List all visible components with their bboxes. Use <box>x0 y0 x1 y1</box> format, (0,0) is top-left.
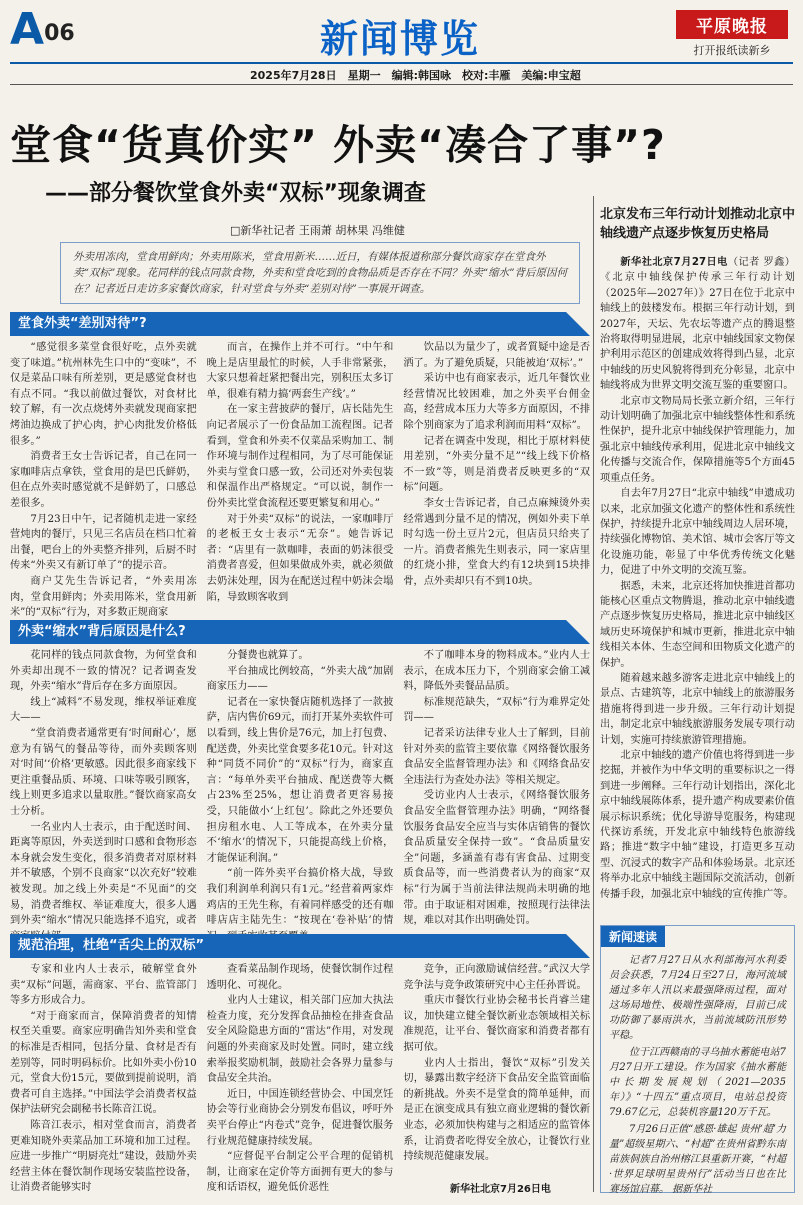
newspaper-logo <box>676 10 788 58</box>
article-paragraph: 一名业内人士表示，由于配送时间、距离等原因，外卖送到时口感和食物形态本身就会发生变化，很多消费者对原材料并不敏感，个别不良商家“以次充好”较难被发现。加之线上外卖是“不见面”的交易，消费者维权、举证难度大，很多人遇到外卖“缩水”情况只能选择不追究，或者 <box>10 821 197 927</box>
article-paragraph: 采访中也有商家表示，近几年餐饮业经营情况比较困难，加之外卖平台佣金高，经营成本压力大等多方面原因，不排除个别商家为了追求利润而用料“双标”。 <box>403 373 591 431</box>
article-paragraph: 7月23日中午，记者随机走进一家经营炖肉的餐厅，只见三名店员在档口忙着出餐，吧台上的外卖整齐排列，后厨不时传来“外卖又有新订单了”的提示音。 <box>10 513 197 572</box>
article-paragraph: 陈音江表示，相对堂食而言，消费者更难知晓外卖菜品加工环境和加工过程。应进一步推广“明厨亮灶”建设，鼓励外卖经营主体在餐饮制作现场安装监控设备，让消费者能够实时 <box>10 1119 197 1194</box>
article-dateline: 新华社北京7月26日电 <box>450 1184 551 1195</box>
article-paragraph: 业内人士指出，餐饮“双标”引发关切，暴露出数字经济下食品安全监管面临的新挑战。外卖不是堂食的简单延伸，而是正在演变成具有独立商业逻辑的餐饮新业态，必须加快构建与之相适应的监管体系，让消费者吃得安全放心，让餐饮行业持续规范健康发展。 <box>403 1057 591 1163</box>
side-story-reporter: （记者 罗鑫） <box>727 257 795 268</box>
section-1-col-3 <box>403 340 590 622</box>
article-paragraph: 近日，中国连锁经营协会、中国烹饪协会等行业商协会分别发布倡议，呼吁外卖平台停止“内卷式”竞争，促进餐饮服务行业规范健康持续发展。 <box>206 1088 394 1147</box>
article-intro: 外卖用冻肉，堂食用鲜肉；外卖用陈米，堂食用新米……近日，有媒体报道称部分餐饮商家存在堂食外卖“双标”现象。花同样的钱点同款食物，外卖和堂食吃到的食物品质是否存在不同？外卖“缩水”背后原因何在？记者近日走访多家餐饮商家，针对堂食与外卖“差别对待”一事展开调查。 <box>60 242 580 304</box>
article-paragraph: “前一阵外卖平台搞价格大战，导致我们利润单利润只有1元。”经营着两家炸鸡店的王先生称，有着同样感受的还有咖啡店店主陆先生：“按现在‘卷补贴’的情 <box>206 868 394 927</box>
header-divider-bottom <box>10 84 793 85</box>
page-number: A06 <box>10 4 75 55</box>
article-byline: □新华社记者 王雨萧 胡林果 冯维健 <box>230 224 405 237</box>
logo-name: 平原晚报 <box>676 10 788 39</box>
section-1-col-2 <box>207 340 394 622</box>
article-paragraph: 线上“减料”不易发现，维权举证难度大—— <box>10 696 197 724</box>
section-2-col-2 <box>207 648 394 928</box>
article-paragraph: “堂食消费者通常更有‘时间耐心’，愿意为有锅气的餐品等待，而外卖顾客则对‘时间’‘价格’更敏感。因此很多商家线下更注重餐品质、环境、口味等吸引顾客，线上则更多追求以量取胜。”餐饮商家高女士分析。 <box>10 727 197 817</box>
article-paragraph: 李女士告诉记者，自己点麻辣烫外卖经常遇到分量不足的情况，例如外卖下单时勾选一份土豆片2元，但店员只给夹了一片。消费者熊先生则表示，同一家店里的红烧小排，堂食大约有12块到15块排骨，点外卖却只有不到10块。 <box>403 497 591 587</box>
side-story <box>600 205 795 902</box>
news-brief-box <box>600 925 795 1193</box>
article-paragraph: 不了咖啡本身的物料成本。”业内人士表示，在成本压力下，个别商家会偷工减料，降低外卖餐品品质。 <box>403 650 591 693</box>
article-subhead: ——部分餐饮堂食外卖“双标”现象调查 <box>45 181 426 206</box>
article-paragraph: “应督促平台制定公平合理的促销机制，让商家在定价等方面拥有更大的参与度和话语权，避免低价恶性 <box>206 1151 394 1194</box>
article-paragraph: 记者在一家快餐店随机选择了一款披萨，店内售价69元，而打开某外卖软件可以看到，线上售价是76元，加上打包费、配送费，外卖比堂食要多花10元。针对这种“同货不同价”的“双标”行为，商家直言：“每单外卖平台抽成、配送费等大概占23%至25%，想让消费者更容易接受，只能做小‘上红包’。除此之外还要负担房租水电、人工等成本，在外卖分量不‘缩水’的情况下，只能提高线上价格，才能保证利润。” <box>206 696 394 864</box>
side-story-para: 《北京中轴线保护传承三年行动计划（2025年—2027年）》27日在位于北京中轴线上的鼓楼发布。根据三年行动计划，到2027年，天坛、先农坛等遗产点的腾退整治将取得明显进展，北京中轴线国家文物保护利用示范区的创建成效将得到凸显，北京中轴线的历史风貌将得到充分彰显，北京中轴线将成为世界文明交流互鉴的重要窗口。 <box>600 272 795 392</box>
article-paragraph: 重庆市餐饮行业协会秘书长肖睿兰建议，加快建立健全餐饮新业态领域相关标准规范，让平台、餐饮商家和消费者都有据可依。 <box>403 995 591 1053</box>
logo-slogan: 打开报纸读新乡 <box>693 44 771 57</box>
article-paragraph: “感觉很多菜堂食很好吃，点外卖就变了味道。”杭州林先生口中的“变味”，不仅是菜品口味有所差别，更是感觉食材也有点不同。“我以前做过餐饮，对食材比较了解，有一次点烧烤外卖就发现商家把烤油边换成了护心肉，护心肉批发价格低很多。” <box>10 342 197 447</box>
section-3-col-3 <box>403 962 590 1178</box>
article-headline: 堂食“货真价实” 外卖“凑合了事”? <box>10 121 666 169</box>
section-1-col-1 <box>10 340 197 622</box>
article-paragraph: 业内人士建议，相关部门应加大执法检查力度，充分发挥食品抽检在排查食品安全风险隐患方面的“雷达”作用，对发现问题的外卖商家及时处置。同时，建立线索举报奖励机制，鼓励社会各界力量参与食品安全共治。 <box>206 995 394 1085</box>
side-story-para: 随着越来越多游客走进北京中轴线上的景点、古建筑等，北京中轴线上的旅游服务措施将得到进一步升级。三年行动计划提出，制定北京中轴线旅游服务发展专项行动计划，实施可持续旅游管理措施。 <box>600 672 795 746</box>
article-paragraph: 商户艾先生告诉记者，“外卖用冻肉，堂食用鲜肉；外卖用陈米，堂食用新米”的“双标”行为，对多数正规商家 <box>10 575 197 619</box>
section-2-columns <box>10 648 590 928</box>
news-brief-tab: 新闻速读 <box>601 926 665 947</box>
article-paragraph: 消费者王女士告诉记者，自己在同一家咖啡店点拿铁，堂食用的是巴氏鲜奶，但在点外卖时感觉就不是鲜奶了，口感总差很多。 <box>10 451 197 509</box>
brief-item: 记者7月27日从水利部海河水利委员会获悉，7月24日至27日，海河流域通过多年人汛以来最强降雨过程，面对这场局地性、极端性强降雨，目前已成功防御了暴雨洪水，当前流域防汛形势平稳。 <box>609 955 786 1041</box>
brief-item: 7月26日正值“感恩·雄起 贵州‘超’力量”超级星期六、“村超”在贵州省黔东南苗族侗族自治州榕江县重新开赛，“村超·世界足球明星贵州行”活动当日也在比赛场馆启幕。 据新华社 <box>609 1124 786 1195</box>
article-paragraph: 花同样的钱点同款食物，为何堂食和外卖却出现不一致的情况？记者调查发现，外卖“缩水”背后存在多方面原因。 <box>10 650 197 693</box>
article-paragraph: 在一家主营披萨的餐厅，店长陆先生向记者展示了一份食品加工流程图。记者看到，堂食和外卖不仅菜品采购加工、制作环境与制作过程相同，为了尽可能保证外卖与堂食口感一致，公司还对外卖包装和保温作出严格规定。“可以说，制作一份外卖比堂食流程还要更繁复和用心。” <box>206 404 394 509</box>
article-paragraph: 标准规范缺失，“双标”行为难界定处罚—— <box>403 696 591 724</box>
side-story-body <box>600 255 795 902</box>
side-story-para: 北京中轴线的遗产价值也将得到进一步挖掘，并被作为中华文明的重要标识之一得到进一步阐释。三年行动计划指出，深化北京中轴线展陈体系，提升遗产构成要素价值展示标识系统；优化导游导览服务，构建现代探访系统，开发北京中轴线特色旅游线路；推进“数字中轴”建设，打造更多互动型、沉浸式的数字产品和体验场景。北京还将举办北京中轴线主题国际交流活动，创新传播手段，加强北京中轴线的宣传推广等。 <box>600 750 795 900</box>
section-title: 新闻博览 <box>319 17 480 61</box>
article-paragraph: 记者在调查中发现，相比于原材料使用差别，“外卖分量不足”“线上线下价格不一致”等，则是消费者反映更多的“双标”问题。 <box>403 435 591 494</box>
column-divider <box>593 196 594 1192</box>
issue-meta: 2025年7月28日 星期一 编辑:韩国咏 校对:丰雁 美编:申宝超 <box>250 69 581 82</box>
side-story-para: 北京市文物局局长张立新介绍，三年行动计划明确了加强北京中轴线整体性和系统性保护，提升北京中轴线保护管理能力，加强北京中轴线传承利用，促进北京中轴线文化传播与交流合作，保障措施等5个方面45项重点任务。 <box>600 395 795 484</box>
article-paragraph: 记者采访法律专业人士了解到，目前针对外卖的监管主要依靠《网络餐饮服务食品安全监督管理办法》和《网络食品安全违法行为查处办法》等相关规定。 <box>403 727 591 786</box>
side-story-title: 北京发布三年行动计划推动北京中轴线遗产点逐步恢复历史格局 <box>600 207 796 241</box>
article-paragraph: 查看菜品制作现场，使餐饮制作过程透明化、可视化。 <box>206 964 394 991</box>
article-paragraph: 竞争，正向激励诚信经营。”武汉大学竞争法与竞争政策研究中心主任孙晋说。 <box>403 964 591 991</box>
section-2-col-1 <box>10 648 197 928</box>
section-2-col-3 <box>403 648 590 928</box>
side-story-para: 据悉，未来，北京还将加快推进首都功能核心区重点文物腾退，推动北京中轴线遗产点逐步恢复历史格局，推进北京中轴线区域历史环境保护和城市更新，推进北京中轴线相关本体、生态空间和田物质文化遗产的保护。 <box>600 580 795 669</box>
section-1-columns <box>10 340 590 622</box>
section-header-3: 规范治理，杜绝“舌尖上的双标” <box>10 934 590 958</box>
section-header-1: 堂食外卖“差别对待”? <box>10 312 590 336</box>
header-divider <box>10 62 793 64</box>
page-header <box>0 0 803 86</box>
article-paragraph: 饮品以为量少了，或者質疑中途是否洒了。为了避免质疑，只能被迫‘双标’。” <box>403 342 591 369</box>
article-paragraph: 专家和业内人士表示，破解堂食外卖“双标”问题，需商家、平台、监管部门等多方形成合力。 <box>10 964 197 1007</box>
news-brief-body <box>601 947 794 1205</box>
article-paragraph: 而言，在操作上并不可行。“中午和晚上是店里最忙的时候，人手非常紧张，大家只想着赶紧把餐出完，别积压太多订单，很难有精力搞‘两套生产线’。” <box>206 342 394 400</box>
section-3-col-1 <box>10 962 197 1194</box>
article-body <box>10 312 591 1195</box>
article-paragraph: 平台抽成比例较高，“外卖大战”加剧商家压力—— <box>206 665 394 693</box>
side-story-lead: 新华社北京7月27日电 <box>620 257 728 268</box>
article-paragraph: “对于商家而言，保障消费者的知情权至关重要。商家应明确告知外卖和堂食的标准是否相同，包括分量、食材是否有差别等，同时明码标价。比如外卖小份10元，堂食大份15元，要做到提前说明，消费者可自主选择。”中国法学会消费者权益保护法研究会副秘书长陈音江说。 <box>10 1010 197 1116</box>
article-paragraph: 分餐费也就算了。 <box>227 650 309 661</box>
article-paragraph: 受访业内人士表示，《网络餐饮服务食品安全监督管理办法》明确，“网络餐饮服务食品安全应当与实体店销售的餐饮食品质量安全保持一致”。“食品质量安全”问题，多涵盖有毒有害食品、过期变质食品等，而一些消费者认为的商家“双标”行为属于当前法律法规尚未明确的地带。由于取证相对困难，按照现行法律法规，难以对其作出明确处罚。 <box>403 790 591 927</box>
article-paragraph: 对于外卖“双标”的说法，一家咖啡厅的老板王女士表示“无奈”。她告诉记者：“店里有一款咖啡，表面的奶沫很受消费者喜爱，但如果做成外卖，就必须做去奶沫处理，因为在配送过程中奶沫会塌陷，导致顾客收到 <box>206 513 394 603</box>
brief-item: 位于江西赣南的寻乌抽水蓄能电站7月27日开工建设。作为国家《抽水蓄能中长期发展规划（2021—2035年）》“十四五”重点项目，电站总投资79.67亿元，总装机容量120万千瓦。 <box>609 1047 786 1118</box>
section-header-2: 外卖“缩水”背后原因是什么? <box>10 620 590 644</box>
section-3-col-2 <box>206 962 394 1194</box>
side-story-para: 自去年7月27日“北京中轴线”申遗成功以来，北京加强文化遗产的整体性和系统性保护，持续提升北京中轴线周边人居环境，持续强化博物馆、美术馆、城市会客厅等文化设施功能，彰显了中华优秀传统文化魅力，促进了中外文明的交流互鉴。 <box>600 488 795 577</box>
